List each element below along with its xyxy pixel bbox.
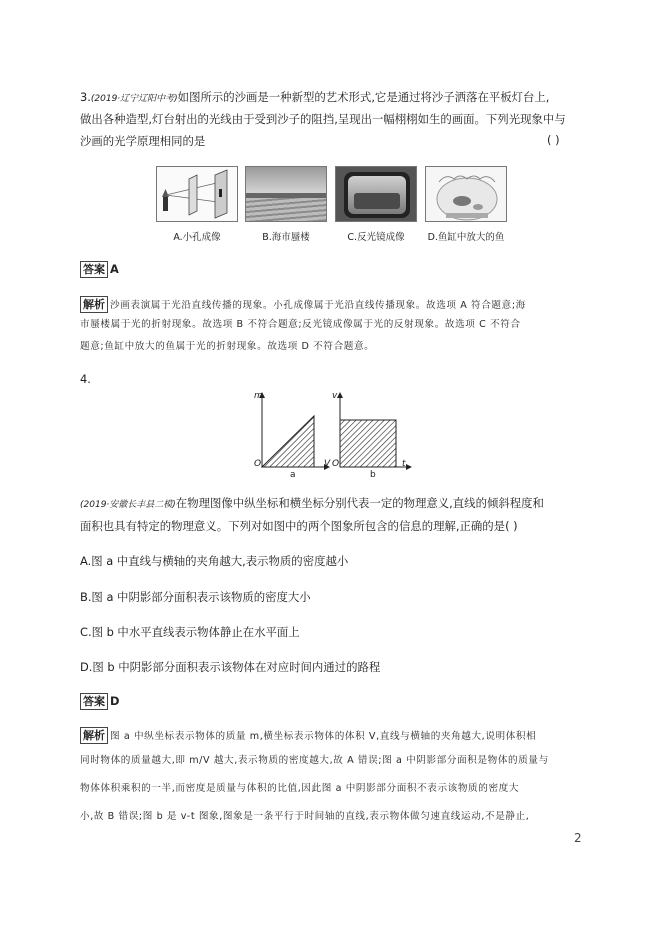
q4-line1 xyxy=(80,495,544,511)
q4-number: 4. xyxy=(80,372,91,386)
q3-line2: 做出各种造型,灯台射出的光线由于受到沙子的阻挡,呈现出一幅栩栩如生的画面。下列光现象中与 xyxy=(80,112,566,126)
q3-analysis-tag: 解析 xyxy=(80,296,108,313)
q3-answer-tag: 答案 xyxy=(80,261,108,278)
q3-number: 3. xyxy=(80,90,91,104)
q4-analysis-line1: 图 a 中纵坐标表示物体的质量 m,横坐标表示物体的体积 V,直线与横轴的夹角越大,说明体积相 xyxy=(110,731,537,742)
q3-analysis-line2: 市蜃楼属于光的折射现象。故选项 B 不符合题意;反光镜成像属于光的反射现象。故选项 C 不符合 xyxy=(80,319,521,330)
q3-line3: 沙画的光学原理相同的是 xyxy=(80,134,206,148)
q4-analysis-line4: 小,故 B 错误;图 b 是 v-t 图象,图象是一条平行于时间轴的直线,表示物体做匀速直线运动,不是静止, xyxy=(80,811,530,822)
q4-analysis-line2: 同时物体的质量越大,即 m/V 越大,表示物质的密度越大,故 A 错误;图 a 中阴影部分面积是物体的质量与 xyxy=(80,755,549,766)
graph-b-xlabel: t xyxy=(402,459,406,469)
fishbowl-drawing xyxy=(426,167,507,222)
q4-analysis-line3: 物体体积乘积的一半,而密度是质量与体积的比值,因此图 a 中阴影部分面积不表示该物质的密度大 xyxy=(80,783,520,794)
graph-b-origin: O xyxy=(332,459,340,469)
mirror-image xyxy=(335,166,417,222)
graph-a-xlabel: V xyxy=(324,459,331,469)
caption-c: C.反光镜成像 xyxy=(347,232,405,243)
q3-answer-value: A xyxy=(110,262,119,276)
caption-d: D.鱼缸中放大的鱼 xyxy=(427,232,505,243)
q3-answer-paren: ( ) xyxy=(547,133,560,147)
graph-b-shaded-area xyxy=(340,420,396,467)
q4-source: (2019·安徽长丰县二模) xyxy=(80,500,176,510)
graph-b-name: b xyxy=(370,470,376,480)
pinhole-diagram xyxy=(157,167,238,222)
q3-source: (2019·辽宁辽阳中考) xyxy=(90,94,178,104)
q4-answer-tag: 答案 xyxy=(80,693,108,710)
q4-option-a: A.图 a 中直线与横轴的夹角越大,表示物质的密度越小 xyxy=(80,554,349,568)
graphs-figure xyxy=(248,392,418,490)
graph-a-name: a xyxy=(290,470,296,480)
q4-analysis-tag: 解析 xyxy=(80,727,108,744)
velocity-density-graphs xyxy=(248,392,418,486)
q4-option-c: C.图 b 中水平直线表示物体静止在水平面上 xyxy=(80,625,300,639)
graph-a-shaded-area xyxy=(262,416,314,467)
q4-answer-value: D xyxy=(110,694,120,708)
graph-b-ylabel: v xyxy=(332,391,338,401)
pinhole-image xyxy=(156,166,238,222)
q4-text1: 在物理图像中纵坐标和横坐标分别代表一定的物理意义,直线的倾斜程度和 xyxy=(175,496,544,510)
q3-analysis xyxy=(80,293,526,312)
page-number: 2 xyxy=(574,831,582,845)
q3-text1: 如图所示的沙画是一种新型的艺术形式,它是通过将沙子洒落在平板灯台上, xyxy=(177,90,550,104)
graph-a-origin: O xyxy=(254,459,262,469)
fishbowl-image xyxy=(425,166,507,222)
q4-analysis xyxy=(80,724,536,743)
q4-option-b: B.图 a 中阴影部分面积表示该物质的密度大小 xyxy=(80,590,311,604)
caption-a: A.小孔成像 xyxy=(173,232,221,243)
q4-line2: 面积也具有特定的物理意义。下列对如图中的两个图象所包含的信息的理解,正确的是( ) xyxy=(80,519,518,533)
q3-answer xyxy=(80,258,119,277)
q3-line1 xyxy=(80,89,549,105)
q4-option-d: D.图 b 中阴影部分面积表示该物体在对应时间内通过的路程 xyxy=(80,660,381,674)
mirage-image xyxy=(245,166,327,222)
q4-answer xyxy=(80,690,119,709)
caption-b: B.海市蜃楼 xyxy=(262,232,310,243)
q3-analysis-line3: 题意;鱼缸中放大的鱼属于光的折射现象。故选项 D 不符合题意。 xyxy=(80,341,375,352)
q3-analysis-line1: 沙画表演属于光沿直线传播的现象。小孔成像属于光沿直线传播现象。故选项 A 符合题意;海 xyxy=(110,300,526,311)
graph-a-ylabel: m xyxy=(254,391,263,401)
